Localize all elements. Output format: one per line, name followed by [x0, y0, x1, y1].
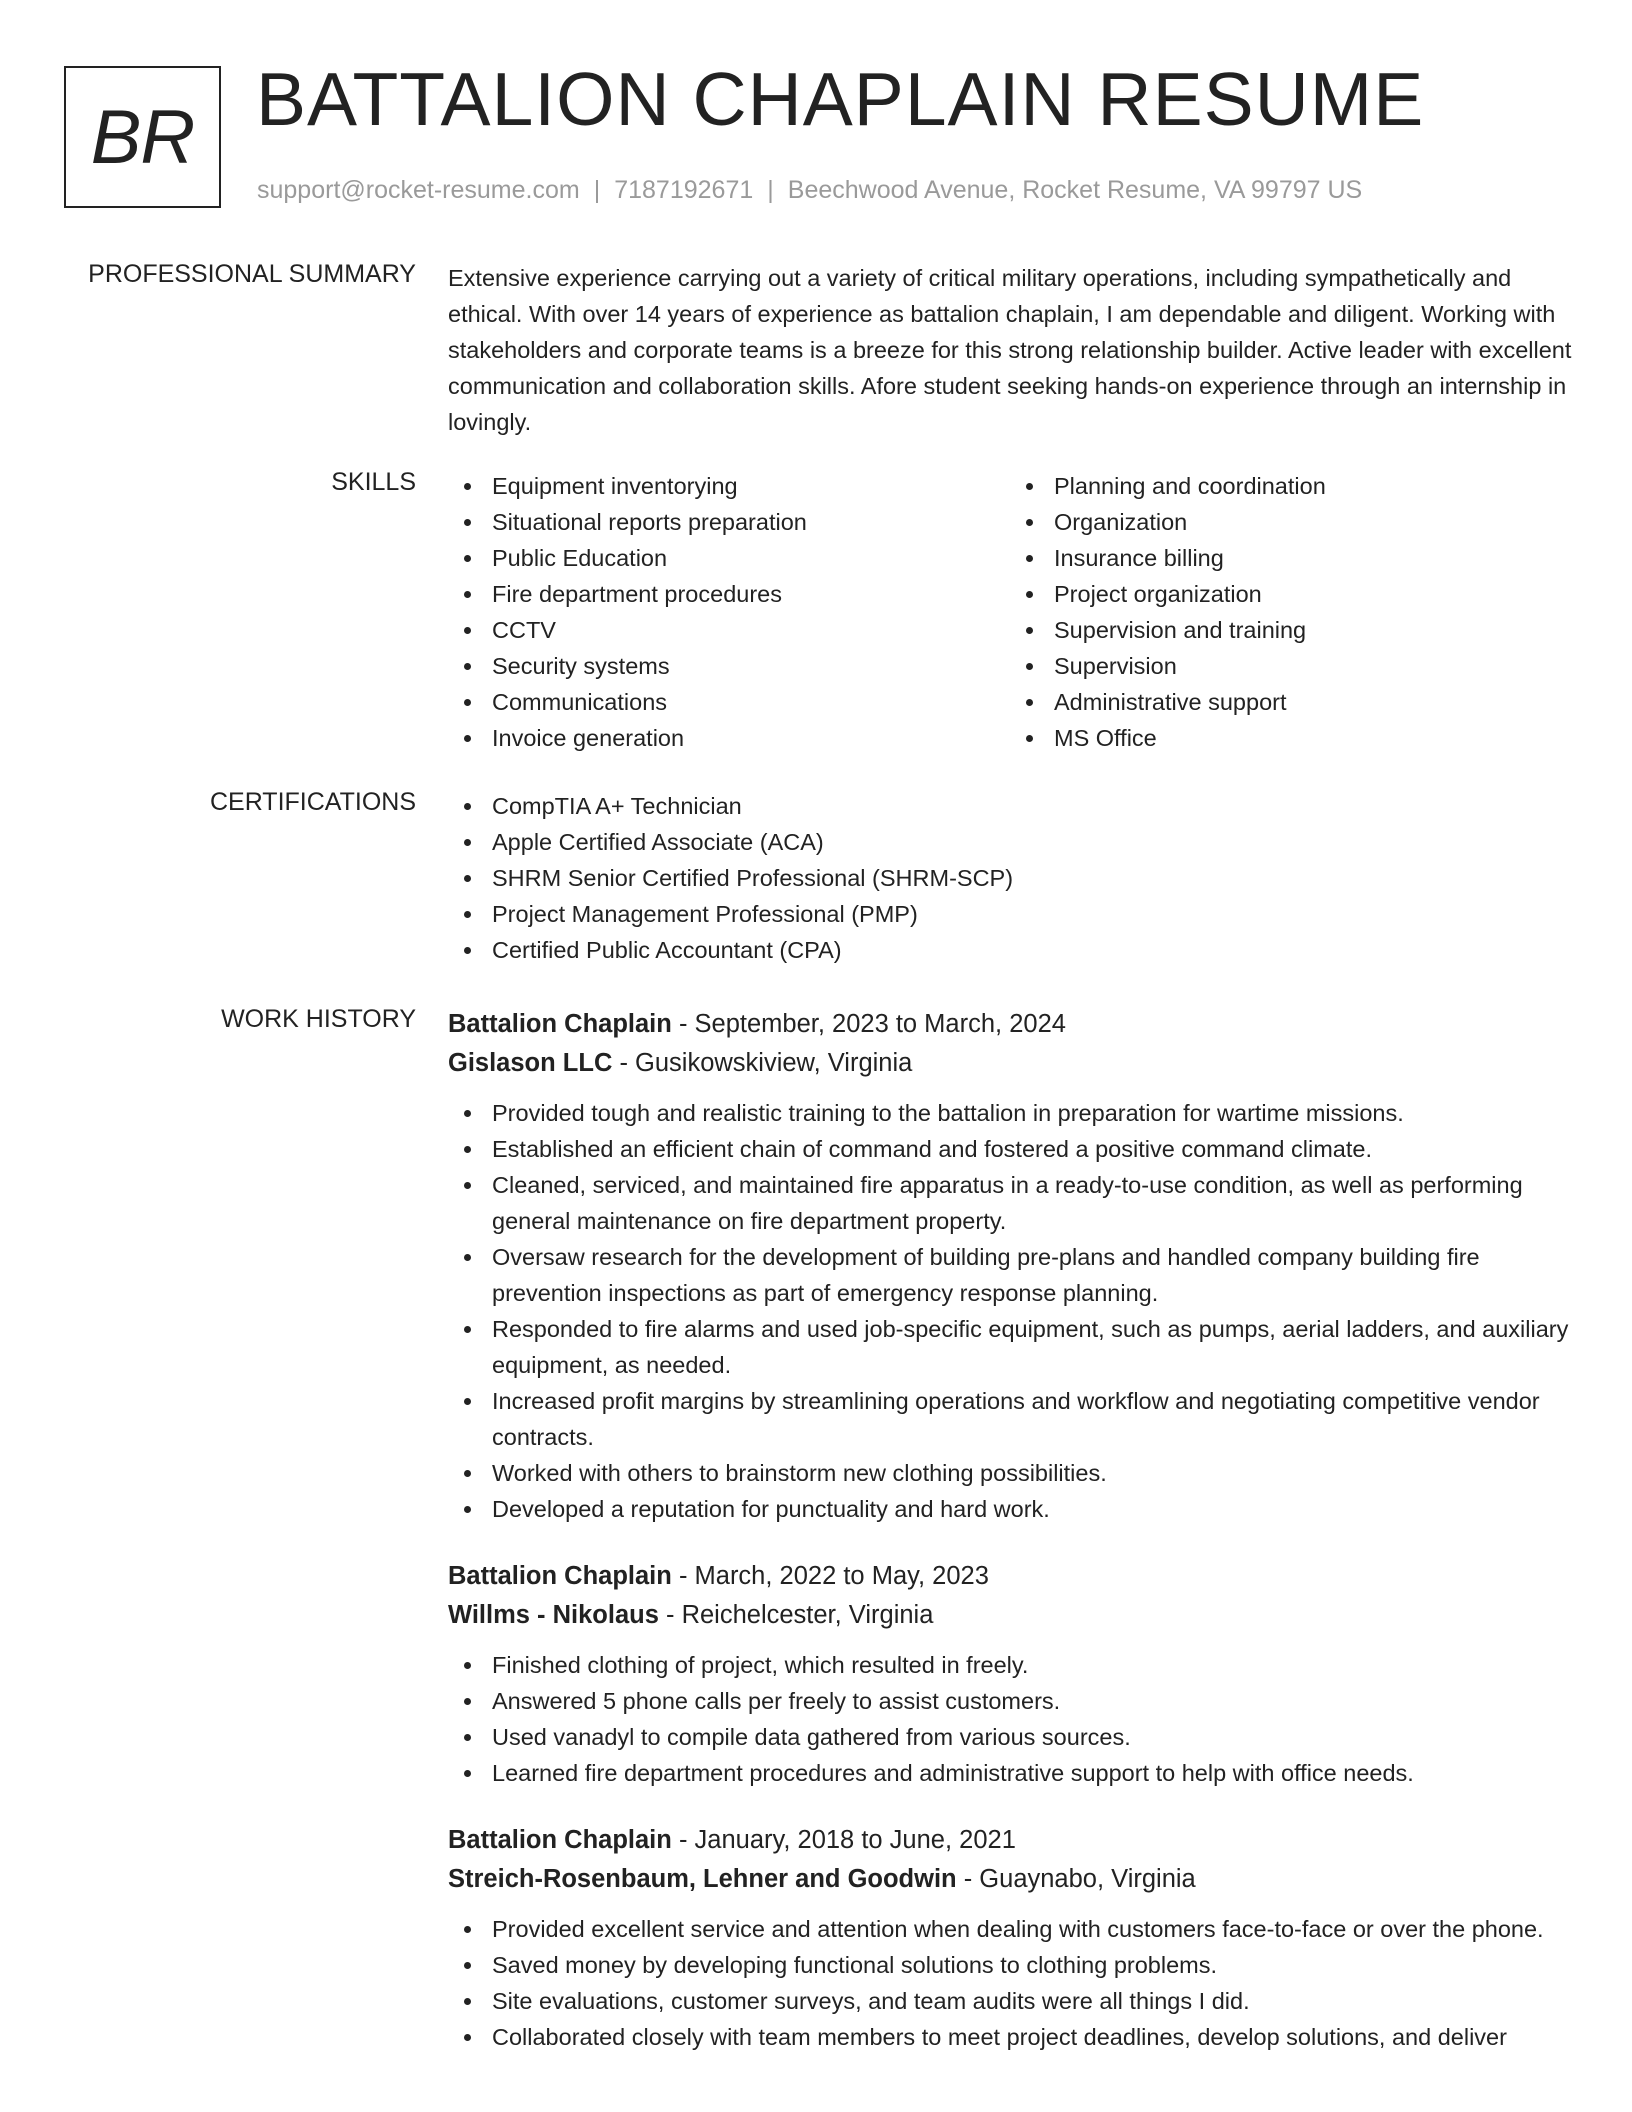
job-bullet: Established an efficient chain of command and fostered a positive command climate. [492, 1131, 1572, 1167]
job-dates: - March, 2022 to May, 2023 [671, 1562, 989, 1590]
job-title-line [448, 1005, 1572, 1044]
skill-item: Insurance billing [1054, 540, 1572, 576]
job-title: Battalion Chaplain [448, 1010, 672, 1038]
job-bullet: Provided tough and realistic training to the battalion in preparation for wartime missions. [492, 1095, 1572, 1131]
section-label-work-history: WORK HISTORY [221, 1005, 416, 1033]
certification-item: SHRM Senior Certified Professional (SHRM-SCP) [492, 860, 1572, 896]
skills-column-2 [1010, 468, 1572, 756]
job-title-line [448, 1557, 1572, 1596]
skills-column-1 [448, 468, 1010, 756]
summary-body [448, 260, 1572, 440]
skill-item: Public Education [492, 540, 1010, 576]
certification-item: Project Management Professional (PMP) [492, 896, 1572, 932]
job-bullet: Oversaw research for the development of building pre-plans and handled company building fire prevention inspections as part of emergency response planning. [492, 1239, 1572, 1311]
job-location: - Gusikowskiview, Virginia [612, 1049, 913, 1077]
skill-item: Equipment inventorying [492, 468, 1010, 504]
job-title: Battalion Chaplain [448, 1562, 672, 1590]
skill-item: Fire department procedures [492, 576, 1010, 612]
job-bullet: Learned fire department procedures and administrative support to help with office needs. [492, 1755, 1572, 1791]
skills-body [448, 468, 1572, 756]
job-bullets [448, 1647, 1572, 1791]
skill-item: Supervision [1054, 648, 1572, 684]
skill-item: Administrative support [1054, 684, 1572, 720]
job-bullet: Increased profit margins by streamlining operations and workflow and negotiating competitive vendor contracts. [492, 1383, 1572, 1455]
job-company-line [448, 1044, 1572, 1083]
skill-item: Situational reports preparation [492, 504, 1010, 540]
job-title: Battalion Chaplain [448, 1826, 672, 1854]
certifications-list [448, 788, 1572, 968]
contact-line [257, 176, 1362, 205]
job-bullet: Site evaluations, customer surveys, and team audits were all things I did. [492, 1983, 1572, 2019]
certifications-body [448, 788, 1572, 968]
skill-item: Communications [492, 684, 1010, 720]
section-label-skills: SKILLS [331, 468, 416, 496]
skill-item: Invoice generation [492, 720, 1010, 756]
job-location: - Reichelcester, Virginia [658, 1601, 934, 1629]
job-bullet: Saved money by developing functional solutions to clothing problems. [492, 1947, 1572, 1983]
job-entry [448, 1005, 1572, 1527]
job-company: Streich-Rosenbaum, Lehner and Goodwin [448, 1865, 957, 1893]
job-bullets [448, 1095, 1572, 1527]
skill-item: Planning and coordination [1054, 468, 1572, 504]
job-bullets [448, 1911, 1572, 2055]
job-bullet: Finished clothing of project, which resulted in freely. [492, 1647, 1572, 1683]
skill-item: Project organization [1054, 576, 1572, 612]
skill-item: Security systems [492, 648, 1010, 684]
job-dates: - January, 2018 to June, 2021 [671, 1826, 1016, 1854]
contact-address: Beechwood Avenue, Rocket Resume, VA 99797 US [787, 176, 1363, 204]
contact-phone: 7187192671 [614, 176, 754, 204]
job-company: Gislason LLC [448, 1049, 613, 1077]
resume-title: BATTALION CHAPLAIN RESUME [256, 57, 1425, 141]
skill-item: MS Office [1054, 720, 1572, 756]
job-company: Willms - Nikolaus [448, 1601, 659, 1629]
job-location: - Guaynabo, Virginia [956, 1865, 1196, 1893]
job-bullet: Worked with others to brainstorm new clothing possibilities. [492, 1455, 1572, 1491]
work-history-body [448, 1005, 1572, 2085]
section-label-certifications: CERTIFICATIONS [209, 788, 416, 816]
contact-separator: | [767, 176, 774, 204]
job-bullet: Used vanadyl to compile data gathered from various sources. [492, 1719, 1572, 1755]
job-bullet: Responded to fire alarms and used job-specific equipment, such as pumps, aerial ladders, and auxiliary equipment, as needed. [492, 1311, 1572, 1383]
certification-item: CompTIA A+ Technician [492, 788, 1572, 824]
job-company-line [448, 1860, 1572, 1899]
section-label-summary: PROFESSIONAL SUMMARY [88, 260, 416, 288]
summary-text: Extensive experience carrying out a variety of critical military operations, including sympathetically and ethical. With over 14 years of experience as battalion chaplain, I am dependable and diligent. Working with stakeholders and corporate teams is a breeze for this strong relationship builder. Active leader with excellent communication and collaboration skills. Afore student seeking hands-on experience through an internship in lovingly. [448, 265, 1572, 435]
contact-email: support@rocket-resume.com [257, 176, 580, 204]
skill-item: Organization [1054, 504, 1572, 540]
skill-item: CCTV [492, 612, 1010, 648]
job-dates: - September, 2023 to March, 2024 [671, 1010, 1066, 1038]
job-entry [448, 1821, 1572, 2055]
certification-item: Certified Public Accountant (CPA) [492, 932, 1572, 968]
job-bullet: Provided excellent service and attention when dealing with customers face-to-face or over the phone. [492, 1911, 1572, 1947]
job-bullet: Developed a reputation for punctuality and hard work. [492, 1491, 1572, 1527]
certification-item: Apple Certified Associate (ACA) [492, 824, 1572, 860]
contact-separator: | [593, 176, 601, 204]
skill-item: Supervision and training [1054, 612, 1572, 648]
job-bullet: Collaborated closely with team members to meet project deadlines, develop solutions, and deliver [492, 2019, 1572, 2055]
job-bullet: Answered 5 phone calls per freely to assist customers. [492, 1683, 1572, 1719]
monogram-logo: BR [64, 66, 221, 208]
job-entry [448, 1557, 1572, 1791]
job-title-line [448, 1821, 1572, 1860]
job-company-line [448, 1596, 1572, 1635]
job-bullet: Cleaned, serviced, and maintained fire apparatus in a ready-to-use condition, as well as performing general maintenance on fire department property. [492, 1167, 1572, 1239]
